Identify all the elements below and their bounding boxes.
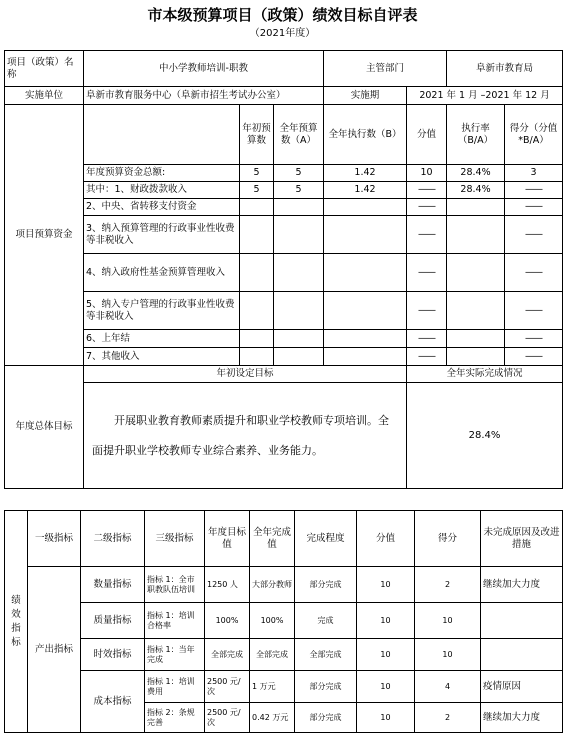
perf-score: 2: [415, 567, 481, 603]
perf-header-score: 得分: [415, 511, 481, 567]
budget-cell: 1.42: [324, 165, 407, 182]
budget-row-label: 年度预算资金总额:: [84, 165, 240, 182]
budget-cell: [447, 348, 505, 366]
evaluation-table-top: [4, 50, 563, 489]
col-header-score: 得分（分值*B/A）: [505, 105, 563, 165]
perf-l3: 指标 2：条规完善: [145, 703, 205, 733]
perf-target: 100%: [205, 603, 250, 639]
perf-l3: 指标 1：全市职教队伍培训: [145, 567, 205, 603]
perf-degree: 完成: [295, 603, 357, 639]
perf-header-weight: 分值: [357, 511, 415, 567]
budget-cell: ——: [505, 292, 563, 330]
perf-l2: 数量指标: [81, 567, 145, 603]
budget-cell: [447, 330, 505, 348]
budget-cell: [447, 199, 505, 216]
goals-actual-text: 28.4%: [407, 383, 563, 489]
budget-cell: [274, 216, 324, 254]
perf-l3: 指标 1：当年完成: [145, 639, 205, 671]
budget-cell: ——: [407, 216, 447, 254]
budget-cell: 5: [274, 165, 324, 182]
budget-cell: 10: [407, 165, 447, 182]
col-header-executed: 全年执行数（B）: [324, 105, 407, 165]
budget-cell: ——: [505, 254, 563, 292]
perf-score: 10: [415, 639, 481, 671]
budget-cell: [324, 348, 407, 366]
perf-header-l3: 三级指标: [145, 511, 205, 567]
budget-row-label: 7、其他收入: [84, 348, 240, 366]
goals-section-label: 年度总体目标: [5, 366, 84, 489]
budget-row-label: 5、纳入专户管理的行政事业性收费等非税收入: [84, 292, 240, 330]
unit-label: 实施单位: [5, 87, 84, 105]
budget-cell: [447, 254, 505, 292]
budget-cell: ——: [407, 292, 447, 330]
budget-cell: [274, 254, 324, 292]
budget-cell: [240, 216, 274, 254]
perf-target: 1250 人: [205, 567, 250, 603]
budget-cell: [240, 254, 274, 292]
budget-row-label: 其中：1、财政拨款收入: [84, 182, 240, 199]
perf-header-target: 年度目标值: [205, 511, 250, 567]
perf-reason: 继续加大力度: [481, 567, 563, 603]
perf-side-label: 绩效指标: [5, 511, 28, 733]
perf-l2: 质量指标: [81, 603, 145, 639]
budget-cell: ——: [407, 330, 447, 348]
budget-cell: [324, 199, 407, 216]
page-title: 市本级预算项目（政策）绩效目标自评表: [147, 6, 418, 24]
perf-weight: 10: [357, 639, 415, 671]
perf-reason: 疫情原因: [481, 671, 563, 703]
col-header-initial: 年初预算数: [240, 105, 274, 165]
perf-target: 2500 元/次: [205, 671, 250, 703]
perf-weight: 10: [357, 671, 415, 703]
budget-cell: 5: [274, 182, 324, 199]
budget-cell: [240, 292, 274, 330]
perf-l2: 成本指标: [81, 671, 145, 733]
perf-actual: 0.42 万元: [250, 703, 295, 733]
budget-cell: ——: [407, 182, 447, 199]
perf-header-degree: 完成程度: [295, 511, 357, 567]
budget-cell: ——: [505, 182, 563, 199]
perf-degree: 部分完成: [295, 671, 357, 703]
budget-cell: [274, 348, 324, 366]
budget-cell: [240, 330, 274, 348]
budget-cell: 28.4%: [447, 182, 505, 199]
col-header-rate: 执行率（B/A）: [447, 105, 505, 165]
budget-row-label: 2、中央、省转移支付资金: [84, 199, 240, 216]
perf-header-l2: 二级指标: [81, 511, 145, 567]
perf-degree: 部分完成: [295, 703, 357, 733]
col-header-annual: 全年预算数（A）: [274, 105, 324, 165]
dept-label: 主管部门: [324, 51, 447, 87]
goals-actual-header: 全年实际完成情况: [407, 366, 563, 383]
project-name-value: 中小学教师培训-职教: [84, 51, 324, 87]
perf-header-actual: 全年完成值: [250, 511, 295, 567]
budget-header-blank: [84, 105, 240, 165]
perf-l3: 指标 1：培训费用: [145, 671, 205, 703]
perf-header-l1: 一级指标: [28, 511, 81, 567]
budget-row-label: 4、纳入政府性基金预算管理收入: [84, 254, 240, 292]
budget-cell: ——: [407, 254, 447, 292]
budget-cell: [240, 199, 274, 216]
perf-score: 2: [415, 703, 481, 733]
perf-weight: 10: [357, 603, 415, 639]
perf-l2: 时效指标: [81, 639, 145, 671]
goals-set-text: 开展职业教育教师素质提升和职业学校教师专项培训。全面提升职业学校教师专业综合素养、业务能力。: [84, 383, 407, 489]
budget-cell: [274, 292, 324, 330]
budget-cell: 1.42: [324, 182, 407, 199]
perf-reason: [481, 603, 563, 639]
project-name-label: 项目（政策）名称: [5, 51, 84, 87]
perf-degree: 部分完成: [295, 567, 357, 603]
perf-score: 4: [415, 671, 481, 703]
budget-cell: [447, 292, 505, 330]
perf-target: 全部完成: [205, 639, 250, 671]
performance-table: [4, 510, 563, 733]
page-subtitle: （2021年度）: [249, 28, 316, 39]
perf-weight: 10: [357, 567, 415, 603]
period-value: 2021 年 1 月 –2021 年 12 月: [407, 87, 563, 105]
budget-cell: [240, 348, 274, 366]
budget-cell: ——: [407, 348, 447, 366]
dept-value: 阜新市教育局: [447, 51, 563, 87]
budget-section-label: 项目预算资金: [5, 105, 84, 366]
budget-cell: [447, 216, 505, 254]
budget-cell: [324, 292, 407, 330]
period-label: 实施期: [324, 87, 407, 105]
budget-cell: [324, 330, 407, 348]
budget-cell: [324, 216, 407, 254]
perf-reason: 继续加大力度: [481, 703, 563, 733]
budget-cell: ——: [407, 199, 447, 216]
perf-level1: 产出指标: [28, 567, 81, 733]
budget-cell: [324, 254, 407, 292]
budget-cell: 5: [240, 165, 274, 182]
goals-set-header: 年初设定目标: [84, 366, 407, 383]
budget-cell: 28.4%: [447, 165, 505, 182]
perf-actual: 1 万元: [250, 671, 295, 703]
unit-value: 阜新市教育服务中心（阜新市招生考试办公室）: [84, 87, 324, 105]
perf-reason: [481, 639, 563, 671]
perf-actual: 全部完成: [250, 639, 295, 671]
budget-row-label: 6、上年结: [84, 330, 240, 348]
perf-actual: 100%: [250, 603, 295, 639]
perf-score: 10: [415, 603, 481, 639]
perf-degree: 全部完成: [295, 639, 357, 671]
budget-row-label: 3、纳入预算管理的行政事业性收费等非税收入: [84, 216, 240, 254]
budget-cell: 3: [505, 165, 563, 182]
budget-cell: ——: [505, 199, 563, 216]
perf-weight: 10: [357, 703, 415, 733]
budget-cell: [274, 199, 324, 216]
col-header-weight: 分值: [407, 105, 447, 165]
perf-actual: 大部分教师: [250, 567, 295, 603]
budget-cell: 5: [240, 182, 274, 199]
budget-cell: ——: [505, 216, 563, 254]
perf-l3: 指标 1：培训合格率: [145, 603, 205, 639]
budget-cell: ——: [505, 348, 563, 366]
budget-cell: [274, 330, 324, 348]
budget-cell: ——: [505, 330, 563, 348]
perf-target: 2500 元/次: [205, 703, 250, 733]
perf-header-reason: 未完成原因及改进措施: [481, 511, 563, 567]
